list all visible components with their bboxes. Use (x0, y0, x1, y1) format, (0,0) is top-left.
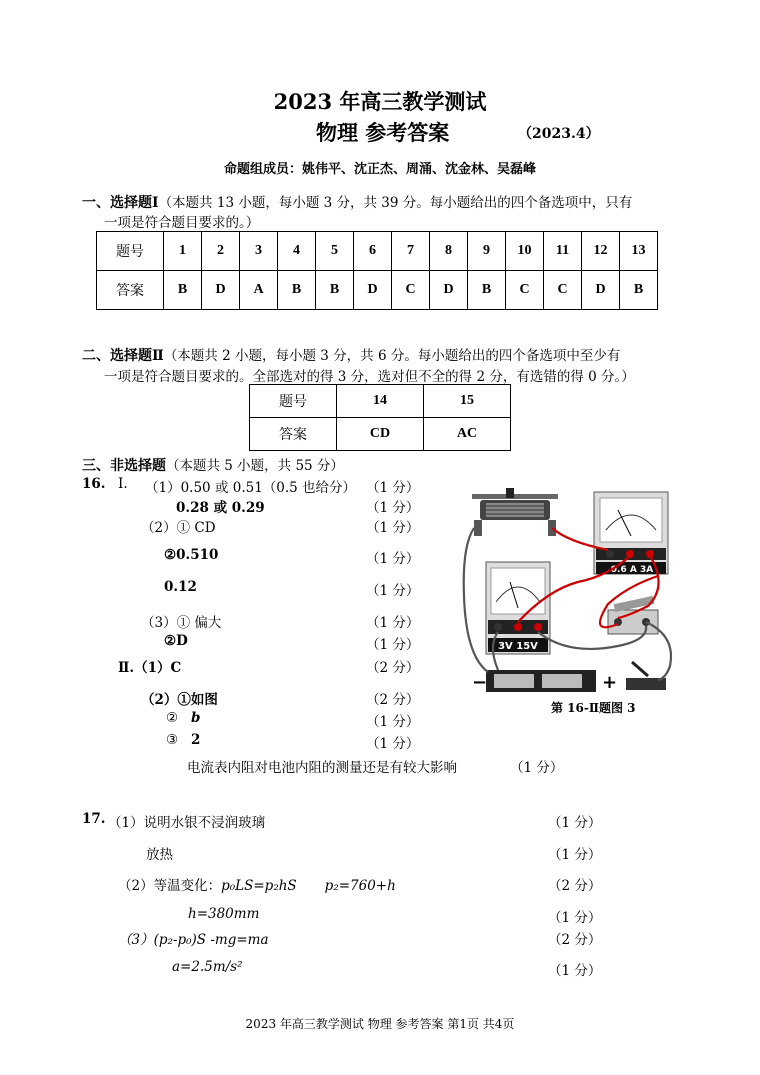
answer-line: （2）①如图 (141, 692, 218, 708)
points: （2 分） (366, 692, 420, 708)
answer-line (166, 732, 200, 748)
question-number-cell: 3 (240, 232, 278, 271)
answer-line: （1）说明水银不浸润玻璃 (108, 815, 266, 831)
points: （1 分） (510, 760, 564, 776)
answer-cell: B (468, 271, 506, 310)
ammeter-icon (594, 492, 668, 575)
step-number: ② (166, 710, 179, 726)
section2-heading (82, 344, 620, 365)
row-label: 题号 (97, 232, 164, 271)
answer-cell: C (506, 271, 544, 310)
question-number-cell: 10 (506, 232, 544, 271)
question-number-cell: 2 (202, 232, 240, 271)
table-cell: CD (337, 418, 424, 451)
points: （1 分） (366, 551, 420, 567)
answer-line: 0.12 (164, 579, 197, 595)
answer-cell: D (354, 271, 392, 310)
points: （2 分） (548, 932, 602, 948)
ammeter-range-label: 0.6 A 3A (610, 565, 654, 575)
points: （1 分） (366, 480, 420, 496)
part-label: Ⅰ. (118, 476, 128, 492)
answer-line: （2）① CD (141, 520, 216, 536)
points: （1 分） (366, 736, 420, 752)
answer-cell: D (202, 271, 240, 310)
points: （1 分） (548, 847, 602, 863)
section1-title: 一、选择题Ⅰ (82, 195, 159, 211)
table-cell: 15 (424, 385, 511, 418)
answer-cell: D (430, 271, 468, 310)
rheostat-icon (472, 488, 558, 536)
points: （1 分） (366, 637, 420, 653)
question-number-cell: 1 (164, 232, 202, 271)
figure-caption: 第 16-Ⅱ题图 3 (551, 701, 636, 715)
answer-cell: B (278, 271, 316, 310)
answer-cell: A (240, 271, 278, 310)
row-label: 答案 (250, 418, 337, 451)
section3-desc: （本题共 5 小题，共 55 分） (166, 458, 344, 474)
question-number-cell: 6 (354, 232, 392, 271)
section1-desc-2: 一项是符合题目要求的。） (104, 215, 260, 231)
answer-line: （3）(p₂-p₀)S -mg=ma (118, 932, 269, 948)
answer-prefix: （2）等温变化： (118, 878, 222, 894)
points: （1 分） (366, 583, 420, 599)
minus-label: − (472, 672, 488, 693)
answer-cell: B (164, 271, 202, 310)
answer-line: Ⅱ.（1）C (118, 660, 182, 676)
points: （2 分） (548, 878, 602, 894)
answer-line: （1）0.50 或 0.51（0.5 也给分） (145, 480, 357, 496)
section2-title: 二、选择题Ⅱ (82, 348, 164, 364)
answer-cell: B (620, 271, 658, 310)
question-number: 16. (82, 476, 106, 492)
question-number-cell: 9 (468, 232, 506, 271)
table-cell: 14 (337, 385, 424, 418)
row-label: 题号 (250, 385, 337, 418)
question-number: 17. (82, 811, 106, 827)
circuit-figure (458, 486, 678, 696)
section1-desc-1: （本题共 13 小题，每小题 3 分，共 39 分。每小题给出的四个备选项中，只有 (158, 195, 633, 211)
answer-cell: C (392, 271, 430, 310)
question-number-cell: 11 (544, 232, 582, 271)
step-number: ③ (166, 732, 179, 748)
voltmeter-range-label: 3V 15V (498, 641, 538, 652)
points: （1 分） (366, 500, 420, 516)
answer-line: （3）① 偏大 (141, 615, 222, 631)
question-number-cell: 13 (620, 232, 658, 271)
answer-line: h=380mm (188, 906, 260, 922)
question-number-cell: 12 (582, 232, 620, 271)
equation: p₂=760+h (324, 878, 396, 894)
document-subtitle: 物理 参考答案 (316, 120, 450, 145)
answer-line: ②D (164, 633, 188, 649)
committee-members: 命题组成员：姚伟平、沈正杰、周涌、沈金林、吴磊峰 (223, 162, 536, 177)
points: （1 分） (366, 520, 420, 536)
section3-heading (82, 454, 344, 475)
table-row (250, 418, 511, 451)
answer-line: 放热 (146, 847, 173, 863)
answer-line (118, 874, 396, 894)
section3-title: 三、非选择题 (82, 458, 166, 474)
points: （1 分） (366, 714, 420, 730)
question-number-cell: 4 (278, 232, 316, 271)
answer-line: 0.28 或 0.29 (176, 500, 265, 516)
points: （1 分） (548, 815, 602, 831)
key-icon (626, 662, 666, 690)
answer-note: 电流表内阻对电池内阻的测量还是有较大影响 (187, 760, 457, 776)
points: （1 分） (548, 963, 602, 979)
section2-answer-table (249, 384, 511, 451)
answer-cell: C (544, 271, 582, 310)
exam-date: （2023.4） (518, 126, 600, 142)
answer-cell: B (316, 271, 354, 310)
answer-cell: D (582, 271, 620, 310)
answer-value: 2 (190, 732, 201, 748)
question-number-cell: 8 (430, 232, 468, 271)
row-label: 答案 (97, 271, 164, 310)
table-row (97, 271, 658, 310)
points: （1 分） (548, 910, 602, 926)
section1-heading (82, 191, 632, 212)
equation: p₀LS=p₂hS (221, 878, 297, 894)
question-number-cell: 7 (392, 232, 430, 271)
voltmeter-icon (486, 562, 550, 654)
table-row (250, 385, 511, 418)
plus-label: + (602, 672, 618, 693)
page-footer: 2023 年高三教学测试 物理 参考答案 第1页 共4页 (245, 1017, 515, 1031)
answer-line: ②0.510 (164, 547, 219, 563)
table-cell: AC (424, 418, 511, 451)
answer-line: a=2.5m/s² (172, 959, 243, 975)
section2-desc-1: （本题共 2 小题，每小题 3 分，共 6 分。每小题给出的四个备选项中至少有 (163, 348, 621, 364)
points: （2 分） (366, 660, 420, 676)
answer-line (166, 710, 200, 726)
table-row (97, 232, 658, 271)
points: （1 分） (366, 615, 420, 631)
question-number-cell: 5 (316, 232, 354, 271)
section2-desc-2: 一项是符合题目要求的。全部选对的得 3 分，选对但不全的得 2 分，有选错的得 0 分。） (104, 369, 635, 385)
battery-icon (472, 670, 617, 693)
answer-value: b (190, 710, 201, 726)
section1-answer-table (96, 231, 658, 310)
document-title: 2023 年高三教学测试 (273, 89, 487, 114)
